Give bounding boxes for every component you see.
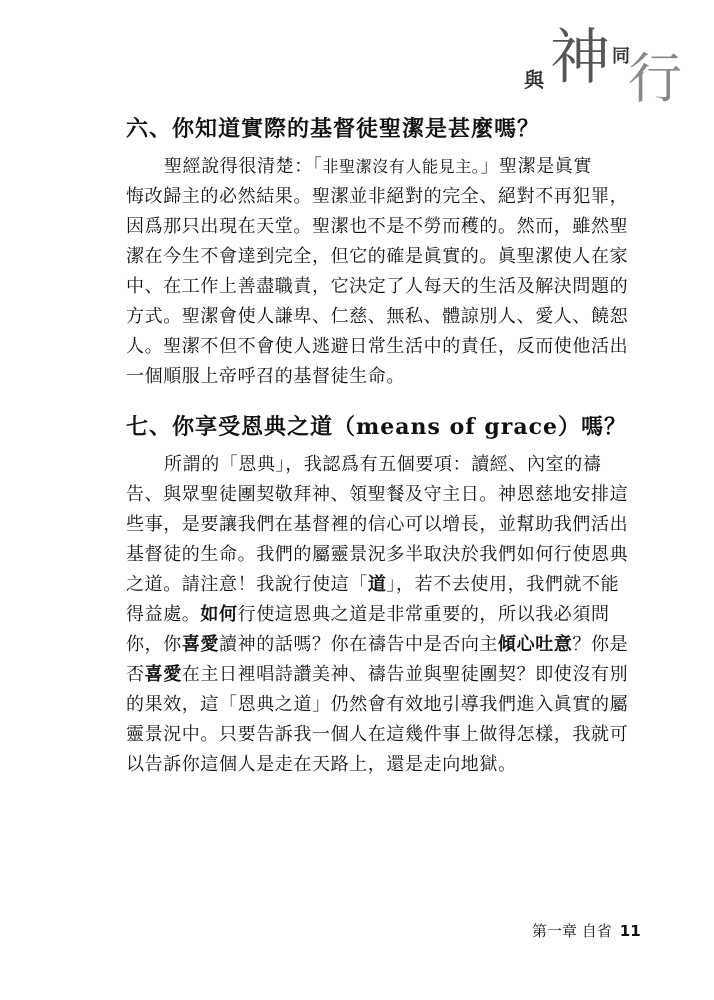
paragraph-line: 一個順服上帝呼召的基督徒生命。: [126, 366, 405, 387]
paragraph-line: [126, 570, 620, 600]
text-run: 否: [126, 664, 145, 685]
paragraph-line: 人。聖潔不但不會使人逃避日常生活中的責任，反而使他活出: [126, 336, 629, 357]
text-run: 行使這恩典之道是非常重要的，所以我必須問: [237, 604, 610, 625]
section-6-heading: 六、你知道實際的基督徒聖潔是甚麼嗎？: [126, 116, 541, 142]
logo-char-2: 神: [550, 23, 610, 93]
text-run: 在主日裡唱詩讚美神、禱告並與聖徒團契？即使沒有別: [181, 664, 629, 685]
paragraph-line: 靈景況中。只要告訴我一個人在這幾件事上做得怎樣，我就可: [126, 724, 629, 745]
text-run: 讀神的話嗎？你在禱告中是否向主: [219, 634, 499, 655]
paragraph-line: 方式。聖潔會使人謙卑、仁慈、無私、體諒別人、愛人、饒恕: [126, 306, 629, 327]
paragraph-line: [126, 600, 610, 630]
paragraph-line: 基督徒的生命。我們的屬靈景況多半取決於我們如何行使恩典: [126, 544, 629, 565]
text-run: 你，你: [126, 634, 182, 655]
paragraph-line: 告、與眾聖徒團契敬拜神、領聖餐及守主日。神恩慈地安排這: [126, 484, 629, 505]
paragraph-line: [126, 152, 593, 182]
text-run: 」聖潔是眞實: [480, 156, 593, 177]
emphasis: 喜愛: [181, 634, 220, 655]
paragraph-line: [126, 630, 629, 660]
text-run: 之道。請注意！我說行使這「: [126, 574, 368, 595]
text-run: 」，若不去使用，我們就不能: [386, 574, 620, 595]
page-footer: [532, 920, 641, 941]
logo-char-1: 與: [524, 68, 544, 92]
paragraph-line: 悔改歸主的必然結果。聖潔並非絕對的完全、絕對不再犯罪，: [126, 186, 629, 207]
section-7-paragraph: [126, 450, 629, 780]
paragraph-line: 中、在工作上善盡職責，它決定了人每天的生活及解決問題的: [126, 276, 629, 297]
chapter-label: 第一章 自省: [532, 922, 612, 940]
paragraph-line: [126, 660, 629, 690]
emphasis: 如何: [200, 604, 238, 625]
emphasis: 道: [367, 574, 387, 595]
emphasis: 喜愛: [144, 664, 182, 685]
paragraph-line: 些事，是要讓我們在基督裡的信心可以增長，並幫助我們活出: [126, 514, 629, 535]
logo-char-4: 行: [628, 47, 682, 110]
section-7-heading: 七、你享受恩典之道（means of grace）嗎？: [126, 414, 627, 440]
paragraph-line: 所謂的「恩典」，我認爲有五個要項：讀經、內室的禱: [164, 454, 602, 475]
paragraph-line: 的果效，這「恩典之道」仍然會有效地引導我們進入眞實的屬: [126, 694, 629, 715]
book-logo: [516, 23, 686, 110]
paragraph-line: 潔在今生不會達到完全，但它的確是眞實的。眞聖潔使人在家: [126, 246, 629, 267]
emphasis: 傾心吐意: [498, 634, 573, 655]
page-number: 11: [619, 922, 641, 940]
text-run: 得益處。: [126, 604, 201, 625]
text-run: ？你是: [572, 634, 629, 655]
paragraph-line: 以告訴你這個人是走在天路上，還是走向地獄。: [126, 754, 517, 775]
paragraph-line: 因爲那只出現在天堂。聖潔也不是不勞而穫的。然而，雖然聖: [126, 216, 629, 237]
logo-char-3: 同: [612, 46, 630, 67]
page-content: [126, 112, 629, 780]
text-run: 聖經說得很清楚：「: [164, 156, 323, 177]
scripture-quote: 非聖潔沒有人能見主。: [322, 157, 481, 176]
section-6-paragraph: [126, 152, 629, 392]
